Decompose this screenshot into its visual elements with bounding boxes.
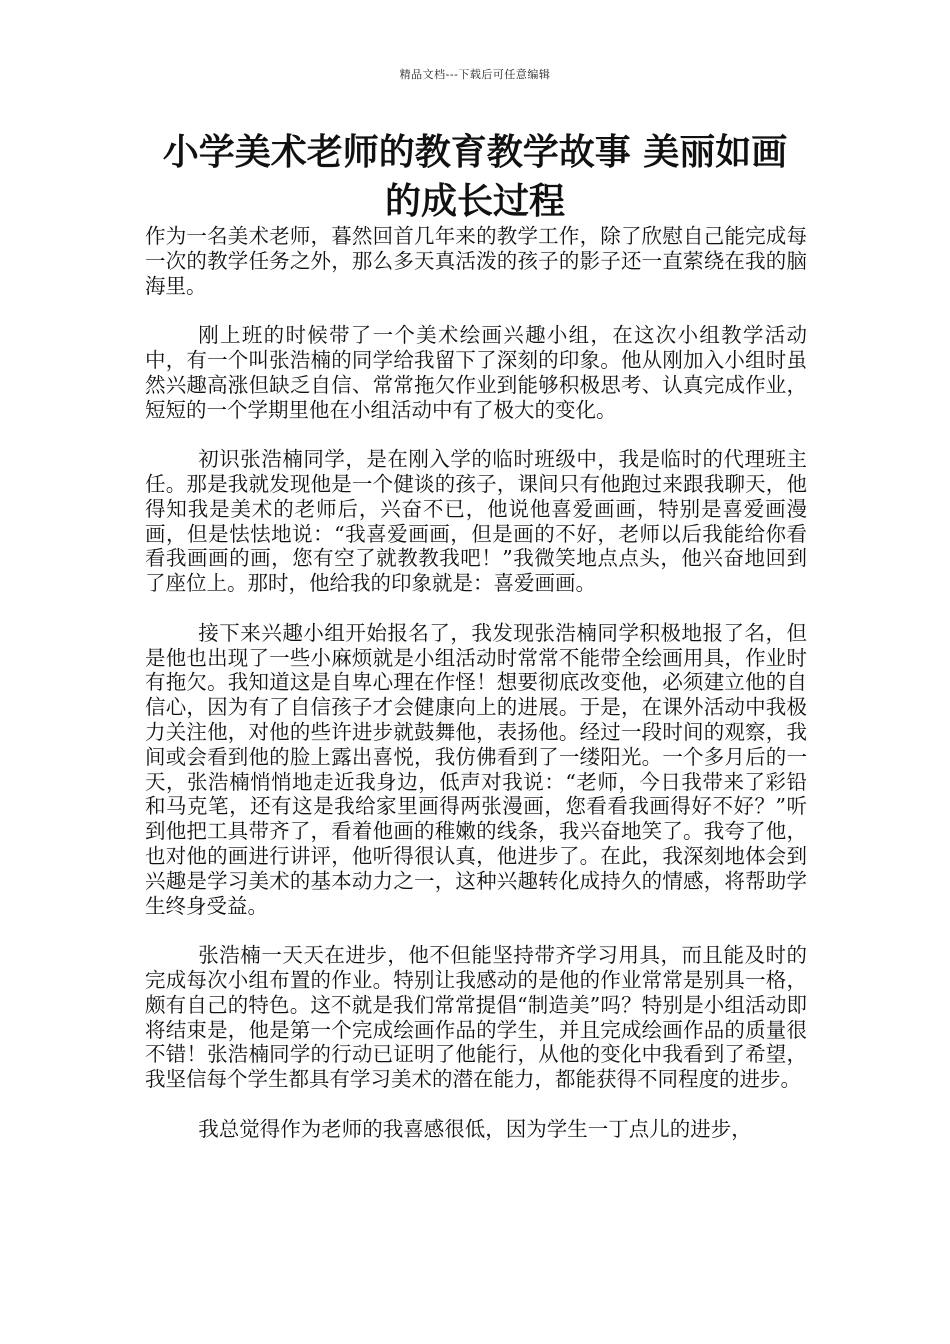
paragraph-2: 刚上班的时候带了一个美术绘画兴趣小组，在这次小组教学活动中，有一个叫张浩楠的同学给我留下了深刻的印象。他从刚加入小组时虽然兴趣高涨但缺乏自信、常常拖欠作业到能够积极思考、认真完成作业，短短的一个学期里他在小组活动中有了极大的变化。: [145, 323, 807, 422]
document-body: [145, 224, 807, 1166]
document-title: 小学美术老师的教育教学故事 美丽如画的成长过程: [162, 131, 788, 222]
paragraph-6: 我总觉得作为老师的我喜感很低，因为学生一丁点儿的进步，: [198, 1116, 752, 1141]
paragraph-1: 作为一名美术老师，暮然回首几年来的教学工作，除了欣慰自己能完成每一次的教学任务之外，那么多天真活泼的孩子的影子还一直萦绕在我的脑海里。: [145, 224, 807, 298]
paragraph-5: 张浩楠一天天在进步，他不但能坚持带齐学习用具，而且能及时的完成每次小组布置的作业。特别让我感动的是他的作业常常是别具一格，颇有自己的特色。这不就是我们常常提倡“制造美”吗？特别是小组活动即将结束是，他是第一个完成绘画作品的学生，并且完成绘画作品的质量很不错！张浩楠同学的行动已证明了他能行，从他的变化中我看到了希望，我坚信每个学生都具有学习美术的潜在能力，都能获得不同程度的进步。: [145, 943, 807, 1092]
paragraph-4: 接下来兴趣小组开始报名了，我发现张浩楠同学积极地报了名，但是他也出现了一些小麻烦就是小组活动时常常不能带全绘画用具，作业时有拖欠。我知道这是自卑心理在作怪！想要彻底改变他，必须建立他的自信心，因为有了自信孩子才会健康向上的进展。于是，在课外活动中我极力关注他，对他的些许进步就鼓舞他，表扬他。经过一段时间的观察，我间或会看到他的脸上露出喜悦，我仿佛看到了一缕阳光。一个多月后的一天，张浩楠悄悄地走近我身边，低声对我说：“老师，今日我带来了彩铅和马克笔，还有这是我给家里画得两张漫画，您看看我画得好不好？”听到他把工具带齐了，看着他画的稚嫩的线条，我兴奋地笑了。我夸了他，也对他的画进行讲评，他听得很认真，他进步了。在此，我深刻地体会到兴趣是学习美术的基本动力之一，这种兴趣转化成持久的情感，将帮助学生终身受益。: [145, 620, 807, 918]
paragraph-3: 初识张浩楠同学，是在刚入学的临时班级中，我是临时的代理班主任。那是我就发现他是一个健谈的孩子，课间只有他跑过来跟我聊天，他得知我是美术的老师后，兴奋不已，他说他喜爱画画，特别是喜爱画漫画，但是怯怯地说：“我喜爱画画，但是画的不好，老师以后我能给你看看我画画的画，您有空了就教教我吧！”我微笑地点点头，他兴奋地回到了座位上。那时，他给我的印象就是：喜爱画画。: [145, 447, 807, 596]
header-note: 精品文档---下载后可任意编辑: [399, 68, 551, 81]
